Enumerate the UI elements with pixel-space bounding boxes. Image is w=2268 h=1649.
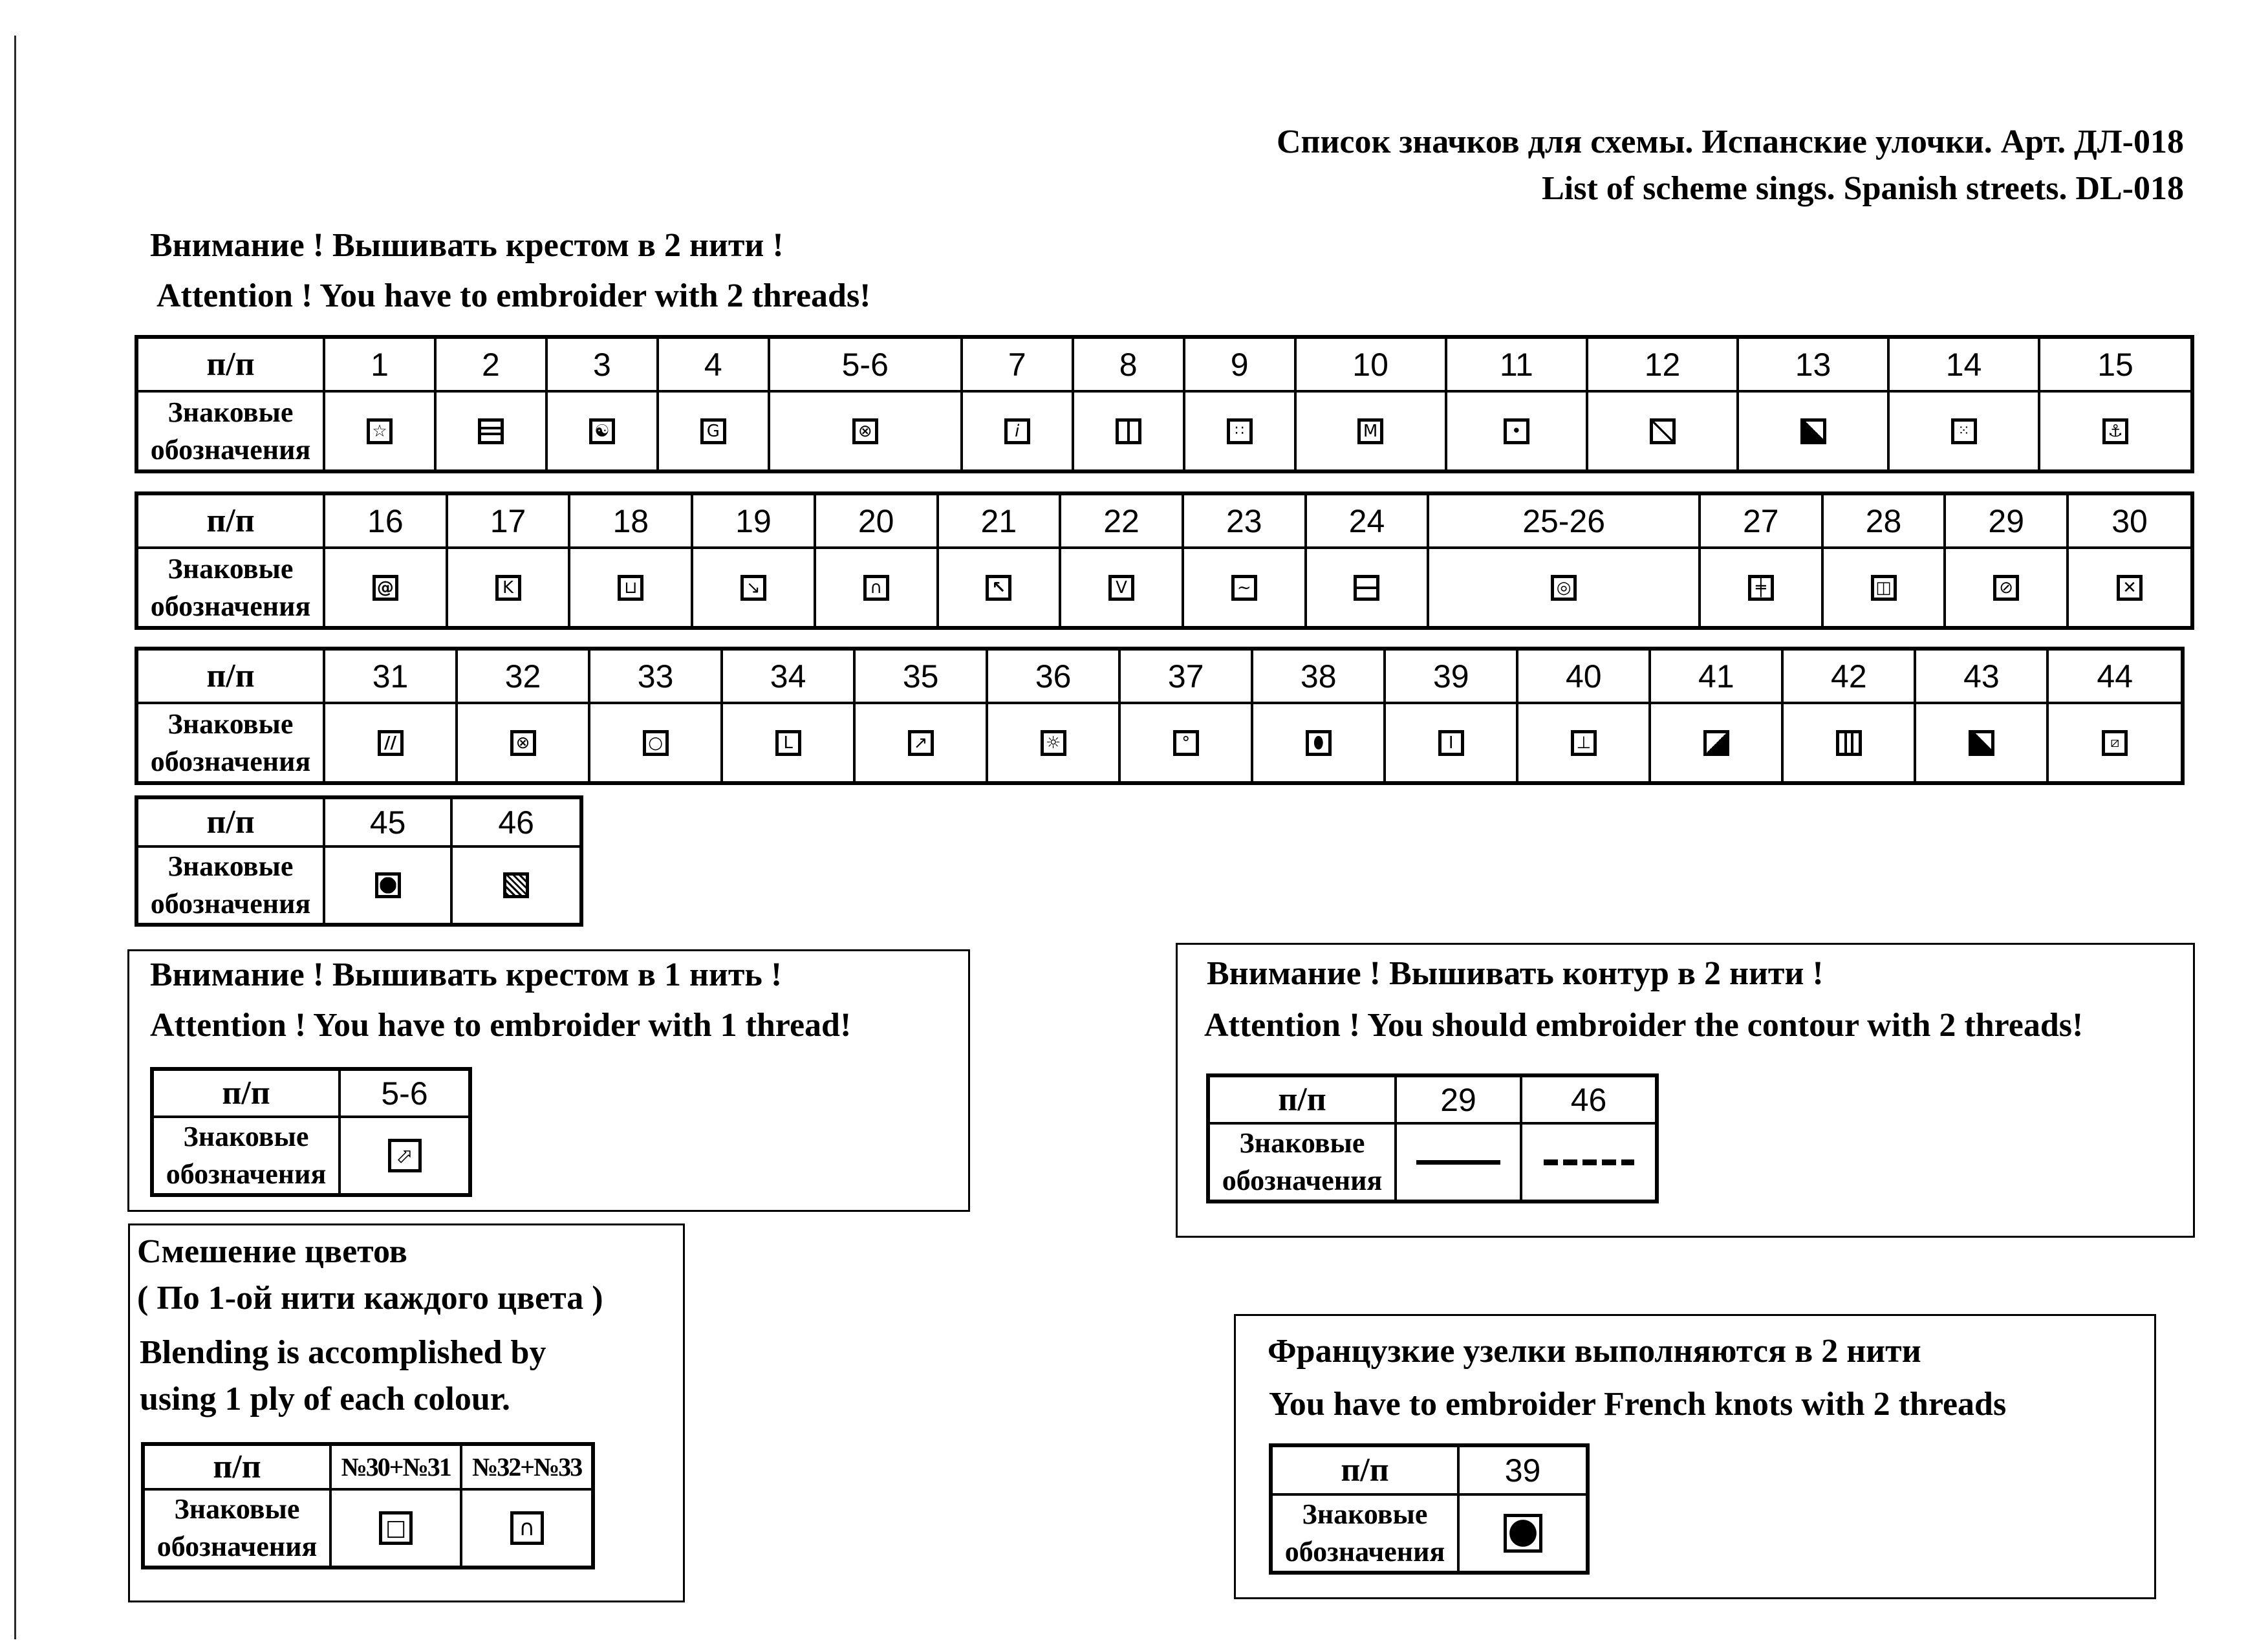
letter-k-square-icon: K [495,575,521,601]
circle-square-icon: ○ [643,730,669,756]
symbol-number: 29 [1396,1075,1521,1123]
symbol-number: 5-6 [769,337,962,391]
filled-circle-square-icon [1504,1514,1542,1553]
french-knots-table [1269,1443,1590,1575]
french-knots-ru: Французкие узелки выполняются в 2 нити [1268,1333,1921,1370]
inverted-t-square-icon: ⊥ [1571,730,1597,756]
number-row [136,493,2192,548]
row-header-label: п/п [152,1069,340,1117]
symbol-number: 33 [589,649,722,703]
symbol-number: 10 [1295,337,1446,391]
half-filled-square-icon [1703,730,1729,756]
swirl-square-icon: ☯ [589,418,615,444]
page-edge [14,36,16,1639]
one-thread-en: Attention ! You have to embroider with 1 thread! [150,1007,852,1044]
symbol-number: 46 [451,797,581,846]
title-en: List of scheme sings. Spanish streets. DL-018 [1542,170,2184,207]
symbol-row [136,548,2192,628]
symbols-label: Знаковые обозначения [143,1489,330,1568]
symbol-number: 42 [1782,649,1915,703]
symbol-number: 19 [692,493,815,548]
filled-oval-square-icon: ⬮ [1306,730,1332,756]
horizontal-lines-square-icon [478,418,504,444]
x-cross-square-icon: ✕ [2117,575,2143,601]
row-header-label: п/п [1208,1075,1396,1123]
number-row [136,649,2183,703]
row-header-label: п/п [143,1444,330,1489]
symbol-number: 37 [1119,649,1252,703]
arch-square-icon: ∩ [510,1511,544,1545]
diagonal-square-icon [1650,418,1676,444]
filled-square-icon [375,872,401,898]
letter-l-square-icon: L [775,730,801,756]
symbol-number: 39 [1385,649,1517,703]
symbol-number: 35 [854,649,987,703]
symbols-label: Знаковые обозначения [136,548,324,628]
star-in-square-icon: ☆ [367,418,393,444]
blending-line-2: ( По 1-ой нити каждого цвета ) [137,1280,603,1317]
attention-two-threads-ru: Внимание ! Вышивать крестом в 2 нити ! [150,227,784,264]
symbol-number: 16 [324,493,447,548]
symbols-label: Знаковые обозначения [136,846,324,925]
window-square-icon: ◫ [1871,575,1897,601]
hatched-square-icon [503,872,529,898]
symbol-number: 17 [447,493,570,548]
three-columns-square-icon [1836,730,1862,756]
row-header-label: п/п [1271,1445,1458,1494]
symbol-number: 13 [1738,337,1888,391]
symbol-number: 36 [987,649,1119,703]
filled-diagonal-square-icon [1969,730,1994,756]
eye-square-icon: ◎ [1551,575,1577,601]
at-sign-square-icon: @ [373,575,398,601]
symbol-number: 46 [1521,1075,1657,1123]
symbol-number: 11 [1446,337,1587,391]
vertical-half-square-icon [1116,418,1141,444]
symbols-label: Знаковые обозначения [1271,1494,1458,1573]
symbol-table-3 [135,647,2185,785]
symbol-number: 34 [722,649,854,703]
framed-diagonal-square-icon: ⧄ [2102,730,2128,756]
symbol-number: 31 [324,649,457,703]
hatched-diagonal-square-icon [1800,418,1826,444]
dashed-line-icon [1544,1159,1634,1165]
arrow-up-right-square-icon: ⬀ [388,1139,422,1172]
symbol-table-1 [135,335,2194,473]
symbol-table-2 [135,491,2194,630]
blending-line-1: Смешение цветов [137,1233,407,1270]
contour-table [1206,1073,1659,1203]
symbol-number: 27 [1700,493,1822,548]
symbol-number: 1 [324,337,435,391]
symbol-row [136,703,2183,783]
symbol-number: 14 [1888,337,2039,391]
letter-i-square-icon: i [1004,418,1030,444]
arrow-up-left-square-icon: ↖ [986,575,1011,601]
contour-ru: Внимание ! Вышивать контур в 2 нити ! [1207,955,1824,992]
symbol-number: 38 [1252,649,1385,703]
one-thread-table [150,1067,472,1197]
one-thread-ru: Внимание ! Вышивать крестом в 1 нить ! [150,956,783,993]
slash-oval-square-icon: ⊘ [1993,575,2019,601]
u-shape-square-icon: ⊔ [618,575,643,601]
title-ru: Список значков для схемы. Испанские улочки. Арт. ДЛ-018 [1276,124,2184,160]
symbols-label: Знаковые обозначения [136,703,324,783]
blending-line-3: Blending is accomplished by [140,1334,546,1371]
row-header-label: п/п [136,337,324,391]
symbol-number: 32 [457,649,589,703]
blend-combo: №32+№33 [461,1444,593,1489]
symbol-number: 21 [938,493,1061,548]
symbol-number: 40 [1517,649,1650,703]
five-dots-square-icon: ⁙ [1951,418,1977,444]
symbol-number: 5-6 [340,1069,470,1117]
symbol-number: 8 [1073,337,1184,391]
symbol-row [136,391,2192,471]
symbol-table-4 [135,795,583,927]
center-dot-square-icon: • [1504,418,1529,444]
symbol-number: 25-26 [1428,493,1700,548]
symbol-number: 18 [569,493,692,548]
row-header-label: п/п [136,649,324,703]
symbol-number: 15 [2039,337,2192,391]
row-header-label: п/п [136,797,324,846]
symbol-number: 30 [2068,493,2192,548]
symbol-number: 39 [1458,1445,1588,1494]
letter-m-square-icon: M [1357,418,1383,444]
arrow-up-right-square-icon: ↗ [908,730,934,756]
symbols-label: Знаковые обозначения [152,1117,340,1195]
double-slash-square-icon: // [378,730,404,756]
symbol-number: 2 [435,337,546,391]
diamond-cross-square-icon: ⊗ [852,418,878,444]
small-circle-square-icon: ° [1173,730,1199,756]
symbol-number: 24 [1306,493,1429,548]
symbol-number: 7 [962,337,1073,391]
arrow-down-right-square-icon: ↘ [740,575,766,601]
solid-line-icon [1416,1160,1500,1165]
symbol-number: 9 [1184,337,1295,391]
symbol-number: 44 [2047,649,2183,703]
symbols-label: Знаковые обозначения [136,391,324,471]
inner-square-icon: □ [379,1511,413,1545]
symbol-number: 22 [1060,493,1183,548]
symbol-number: 29 [1945,493,2068,548]
anchor-square-icon: ⚓ [2102,418,2128,444]
symbols-label: Знаковые обозначения [1208,1123,1396,1202]
symbol-number: 28 [1822,493,1945,548]
blending-table [141,1442,595,1569]
symbol-number: 43 [1915,649,2047,703]
four-dots-square-icon: ∷ [1227,418,1253,444]
row-header-label: п/п [136,493,324,548]
symbol-number: 20 [815,493,938,548]
symbol-number: 45 [324,797,451,846]
letter-g-square-icon: G [700,418,726,444]
attention-two-threads-en: Attention ! You have to embroider with 2 threads! [157,277,871,314]
horizontal-line-square-icon [1354,575,1379,601]
number-row [136,337,2192,391]
symbol-number: 3 [546,337,658,391]
number-row [136,797,581,846]
circle-x-square-icon: ⊗ [510,730,536,756]
sun-square-icon: ☼ [1041,730,1066,756]
symbol-number: 12 [1587,337,1738,391]
blend-combo: №30+№31 [330,1444,461,1489]
tilde-square-icon: ~ [1231,575,1257,601]
symbol-number: 41 [1650,649,1782,703]
symbol-number: 4 [658,337,769,391]
symbol-row [136,846,581,925]
blending-line-4: using 1 ply of each colour. [140,1381,511,1417]
contour-en: Attention ! You should embroider the contour with 2 threads! [1204,1007,2084,1044]
grid-cross-square-icon: ╪ [1748,575,1774,601]
letter-i-bar-square-icon: I [1438,730,1464,756]
french-knots-en: You have to embroider French knots with 2 threads [1269,1386,2007,1423]
symbol-number: 23 [1183,493,1306,548]
letter-v-square-icon: V [1108,575,1134,601]
loop-square-icon: ∩ [863,575,889,601]
